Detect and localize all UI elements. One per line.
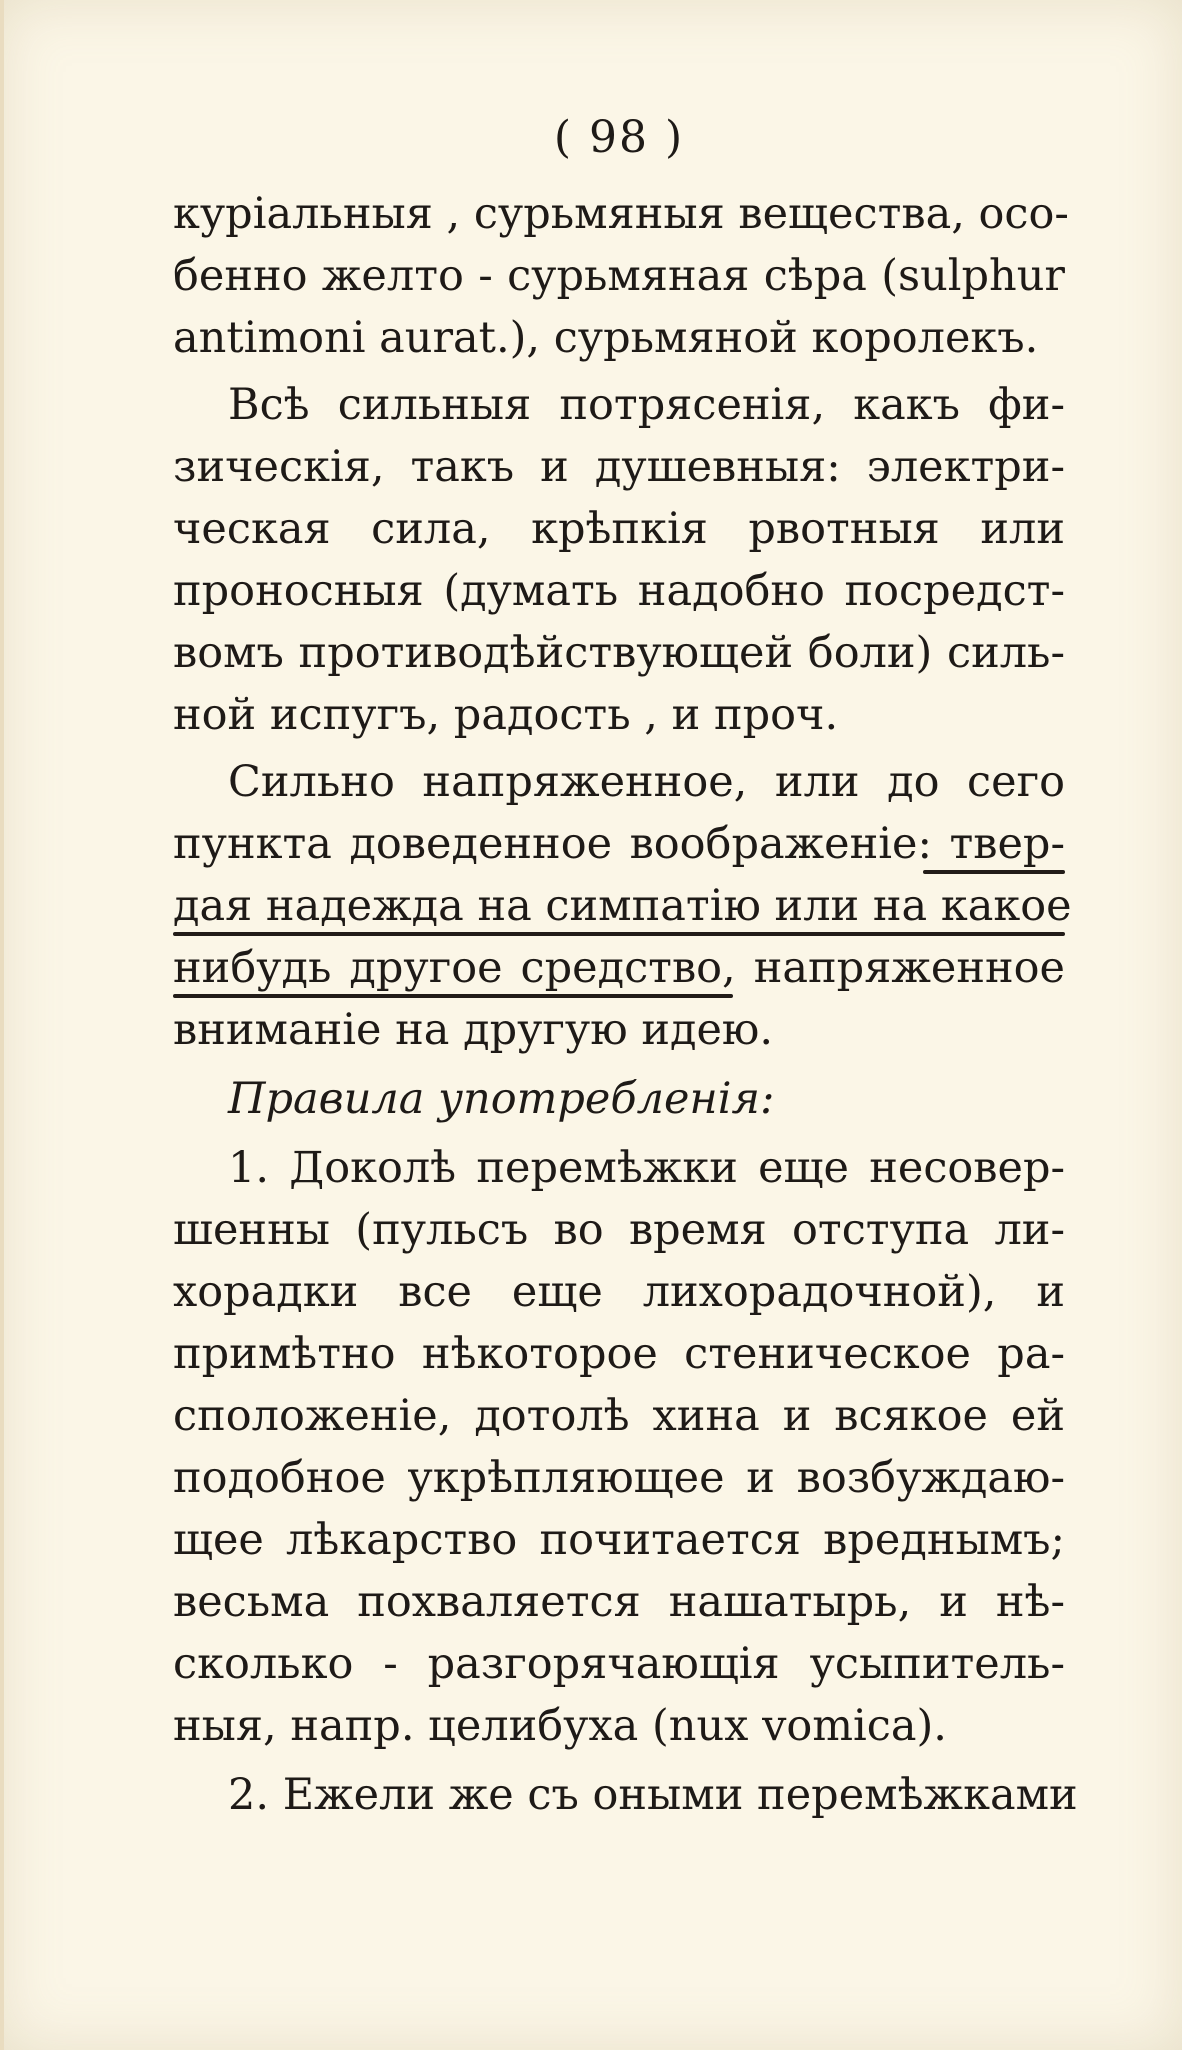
text-line: хорадки все еще лихорадочной), и: [173, 1267, 1065, 1317]
section-heading: Правила употребленія:: [228, 1074, 775, 1124]
text-line: шенны (пульсъ во время отступа ли-: [173, 1205, 1065, 1255]
handwritten-underline: [923, 870, 1065, 874]
text-line: подобное укрѣпляющее и возбуждаю-: [173, 1453, 1065, 1503]
page-number: ( 98 ): [553, 112, 685, 163]
text-line: сколько - разгорячающія усыпитель-: [173, 1639, 1065, 1689]
numbered-item-line: 2. Ежели же съ оными перемѣжками: [228, 1770, 1078, 1820]
text-line: зическія, такъ и душевныя: электри-: [173, 442, 1065, 492]
text-line: дая надежда на симпатію или на какое: [173, 881, 1072, 931]
text-line: бенно желто - сурьмяная сѣра (sulphur: [173, 251, 1065, 301]
text-line: куріальныя , сурьмяныя вещества, осо-: [173, 189, 1069, 239]
text-line: ной испугъ, радость , и проч.: [173, 690, 839, 740]
paragraph-first-line: Сильно напряженное, или до сего: [228, 757, 1065, 807]
text-line: весьма похваляется нашатырь, и нѣ-: [173, 1577, 1065, 1627]
text-line: вомъ противодѣйствующей боли) силь-: [173, 628, 1065, 678]
page-edge: [0, 0, 4, 2050]
text-line: ныя, напр. целибуха (nux vomica).: [173, 1701, 947, 1751]
text-line: пункта доведенное воображеніе: твер-: [173, 819, 1065, 869]
text-line: ческая сила, крѣпкія рвотныя или: [173, 504, 1065, 554]
numbered-item-line: 1. Доколѣ перемѣжки еще несовер-: [228, 1143, 1065, 1193]
handwritten-underline: [173, 932, 1065, 936]
paragraph-first-line: Всѣ сильныя потрясенія, какъ фи-: [228, 380, 1065, 430]
text-line: щее лѣкарство почитается вреднымъ;: [173, 1515, 1065, 1565]
text-line: сположеніе, дотолѣ хина и всякое ей: [173, 1391, 1065, 1441]
text-line: примѣтно нѣкоторое стеническое ра-: [173, 1329, 1065, 1379]
text-line: вниманіе на другую идею.: [173, 1005, 774, 1055]
handwritten-underline: [173, 994, 733, 998]
text-line: нибудь другое средство, напряженное: [173, 943, 1065, 993]
text-line: antimoni aurat.), сурьмяной королекъ.: [173, 313, 1039, 363]
text-line: проносныя (думать надобно посредст-: [173, 566, 1065, 616]
